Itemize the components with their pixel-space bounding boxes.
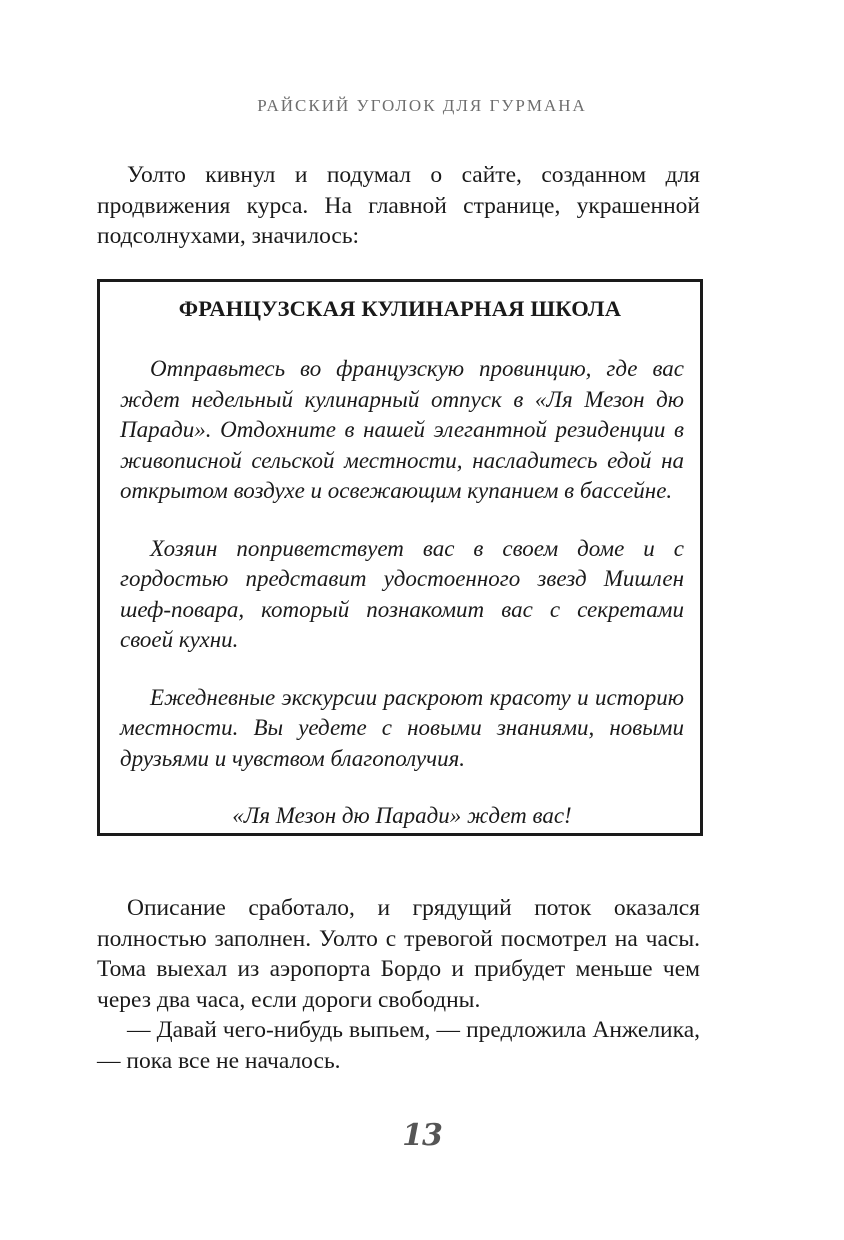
intro-paragraph: Уолто кивнул и подумал о сайте, созданном для продвижения курса. На главной странице, украшенной подсолнухами, значилось:: [97, 162, 700, 249]
running-head: РАЙСКИЙ УГОЛОК ДЛЯ ГУРМАНА: [257, 96, 587, 115]
notice-closing: «Ля Мезон дю Паради» ждет вас!: [232, 803, 572, 828]
page-number: 13: [402, 1118, 442, 1153]
outro-text: [97, 893, 700, 1076]
website-notice-box: [97, 279, 703, 836]
dialogue-paragraph: — Давай чего-нибудь выпьем, — предложила Анжелика, — пока все не началось.: [97, 1017, 700, 1074]
notice-paragraph: Ежедневные экскурсии раскроют красоту и историю местности. Вы уедете с новыми знаниями, новыми друзьями и чувством благополучия.: [120, 684, 684, 771]
notice-body: [120, 354, 684, 832]
notice-paragraph: Отправьтесь во французскую провинцию, где вас ждет недельный кулинарный отпуск в «Ля Мезон дю Паради». Отдохните в нашей элегантной резиденции в живописной сельской местности, насладитесь едой на открытом воздухе и освежающим купанием в бассейне.: [120, 356, 684, 503]
notice-title: ФРАНЦУЗСКАЯ КУЛИНАРНАЯ ШКОЛА: [178, 296, 622, 321]
intro-text: [97, 160, 700, 252]
outro-paragraph: Описание сработало, и грядущий поток оказался полностью заполнен. Уолто с тревогой посмотрел на часы. Тома выехал из аэропорта Бордо и прибудет меньше чем через два часа, если дороги свободны.: [97, 895, 700, 1013]
notice-paragraph: Хозяин поприветствует вас в своем доме и с гордостью представит удостоенного звезд Мишлен шеф-повара, который познакомит вас с секретами своей кухни.: [120, 535, 684, 652]
